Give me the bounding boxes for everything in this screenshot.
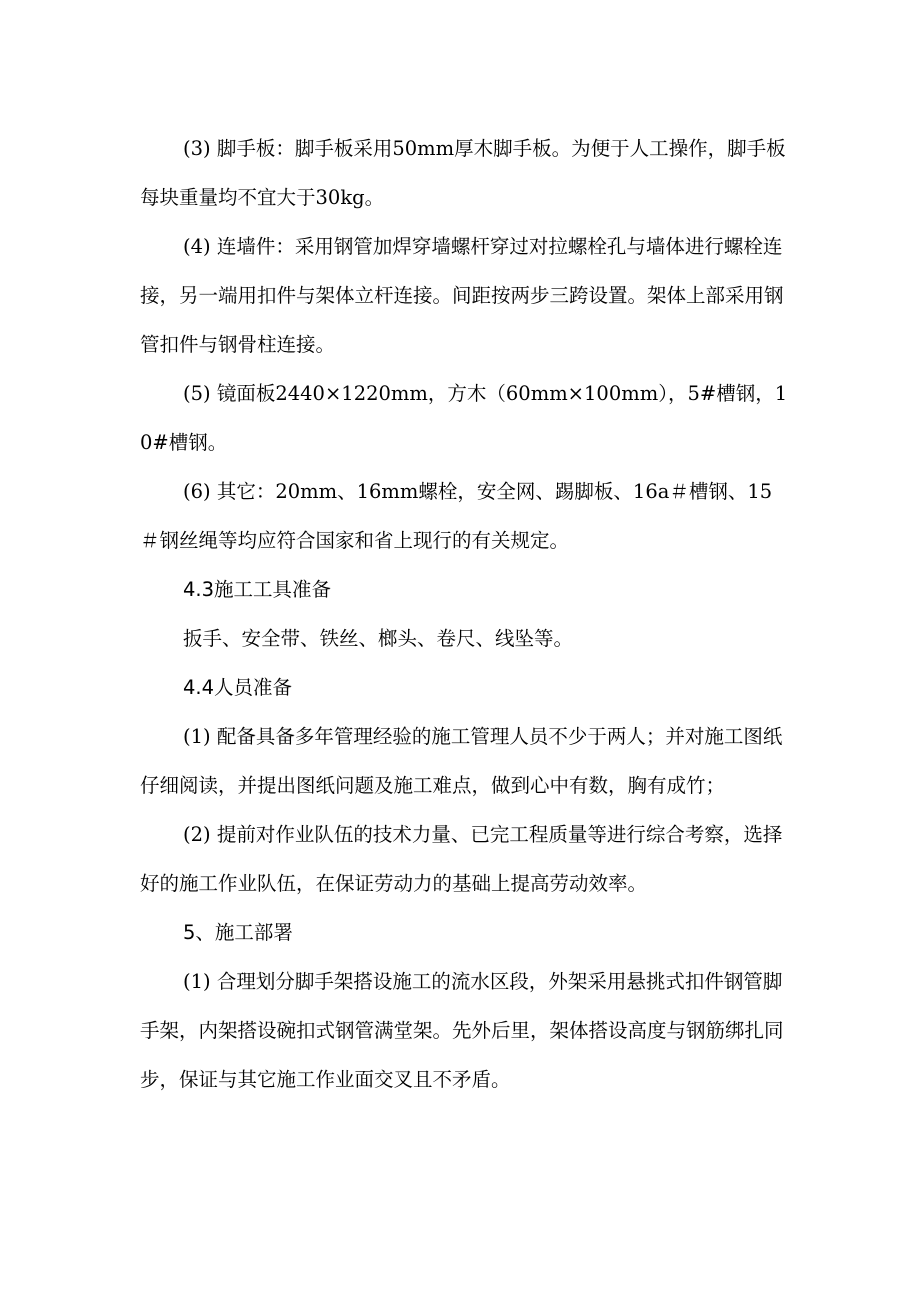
paragraph-scaffold-board: (3) 脚手板：脚手板采用50mm厚木脚手板。为便于人工操作，脚手板每块重量均不宜大于30kg。	[140, 137, 786, 209]
document-body	[140, 124, 790, 1104]
paragraph-materials: (5) 镜面板2440×1220mm，方木（60mm×100mm），5#槽钢，10#槽钢。	[140, 382, 788, 454]
paragraph-other-materials: (6) 其它：20mm、16mm螺栓，安全网、踢脚板、16a＃槽钢、15＃钢丝绳等均应符合国家和省上现行的有关规定。	[140, 480, 773, 552]
paragraph-personnel-2: (2) 提前对作业队伍的技术力量、已完工程质量等进行综合考察，选择好的施工作业队伍，在保证劳动力的基础上提高劳动效率。	[140, 823, 783, 895]
section-heading-personnel: 4.4人员准备	[183, 676, 293, 699]
section-heading-deployment: 5、施工部署	[183, 921, 293, 944]
paragraph-wall-connector: (4) 连墙件：采用钢管加焊穿墙螺杆穿过对拉螺栓孔与墙体进行螺栓连接，另一端用扣件与架体立杆连接。间距按两步三跨设置。架体上部采用钢管扣件与钢骨柱连接。	[140, 235, 784, 356]
paragraph-personnel-1: (1) 配备具备多年管理经验的施工管理人员不少于两人；并对施工图纸仔细阅读，并提出图纸问题及施工难点，做到心中有数，胸有成竹；	[140, 725, 783, 797]
paragraph-tools-list: 扳手、安全带、铁丝、榔头、卷尺、线坠等。	[183, 627, 574, 650]
section-heading-tools: 4.3施工工具准备	[183, 578, 332, 601]
paragraph-deployment-1: (1) 合理划分脚手架搭设施工的流水区段，外架采用悬挑式扣件钢管脚手架，内架搭设碗扣式钢管满堂架。先外后里，架体搭设高度与钢筋绑扎同步，保证与其它施工作业面交叉且不矛盾。	[140, 970, 784, 1091]
